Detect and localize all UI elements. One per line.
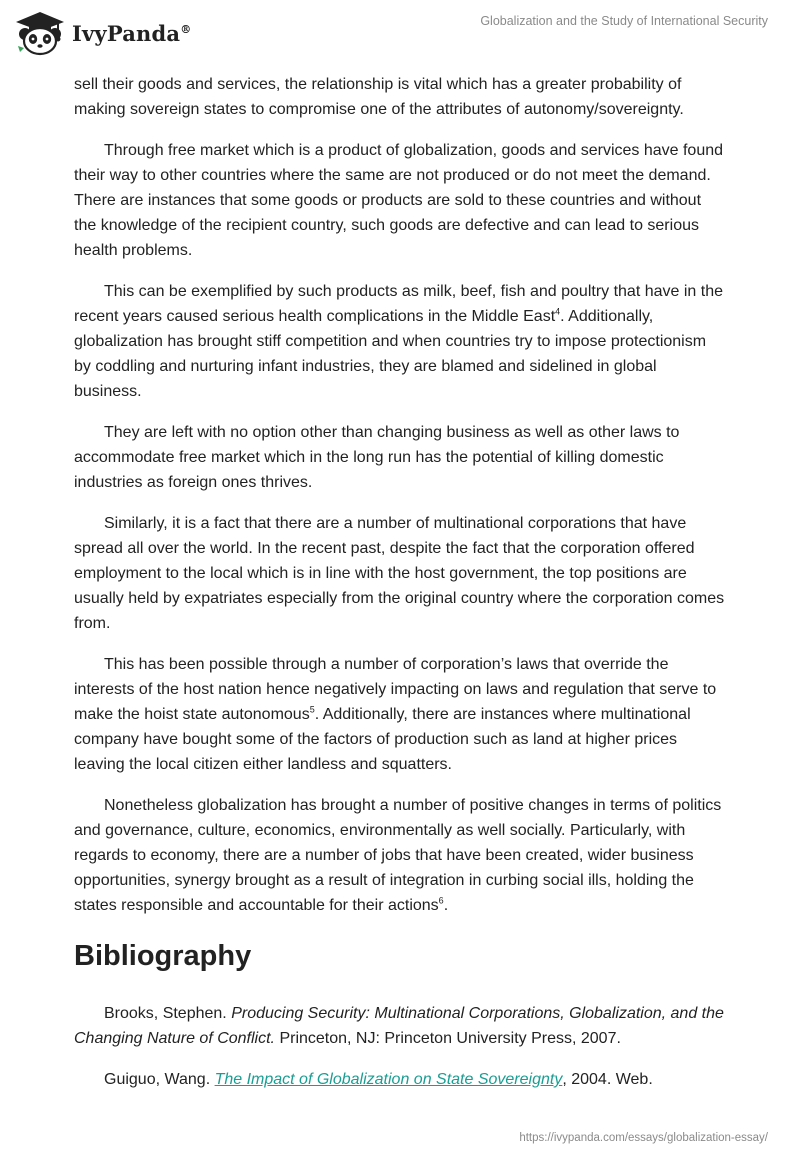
panda-graduate-icon	[14, 10, 66, 56]
document-title: Globalization and the Study of International Security	[480, 14, 768, 28]
footnote-5: 5	[309, 704, 315, 715]
entry-1-title: Producing Security: Multinational Corporations, Globalization, and the Changing Nature of Conflict.	[74, 1005, 724, 1047]
footnote-6: 6	[438, 895, 444, 906]
essay-content	[74, 72, 726, 1108]
bibliography-entry-2: Guiguo, Wang. The Impact of Globalization on State Sovereignty, 2004. Web.	[104, 1071, 653, 1088]
paragraph-3: They are left with no option other than changing business as well as other laws to accommodate free market which in the long run has the potential of killing domestic industries as foreign ones thrives.	[74, 424, 680, 491]
footer-url: https://ivypanda.com/essays/globalization-essay/	[519, 1132, 768, 1144]
paragraph-4: Similarly, it is a fact that there are a number of multinational corporations that have spread all over the world. In the recent past, despite the fact that the corporation offered employment to the local which is in line with the host government, the top positions are usually held by expatriates especially from the original country where the corporation comes from.	[74, 515, 725, 632]
paragraph-0: sell their goods and services, the relationship is vital which has a greater probability of making sovereign states to compromise one of the attributes of autonomy/sovereignty.	[74, 76, 684, 118]
footnote-4: 4	[555, 306, 561, 317]
bibliography-heading: Bibliography	[74, 940, 252, 972]
paragraph-5: This has been possible through a number of corporation’s laws that override the interests of the host nation hence negatively impacting on laws and regulation that serve to make the hoist state autonomous$^5$. Additionally, there are instances where multinational company have bought some of the factors of production such as land at higher prices leaving the local citizen either landless and squatters.	[74, 656, 717, 773]
page-header	[0, 0, 800, 70]
ivypanda-logo[interactable]	[14, 8, 214, 58]
bibliography-entry-1: Brooks, Stephen. Producing Security: Multinational Corporations, Globalization, and the Changing Nature of Conflict. Princeton, NJ: Princeton University Press, 2007.	[74, 1005, 724, 1047]
entry-2-link[interactable]: The Impact of Globalization on State Sovereignty	[214, 1071, 563, 1088]
paragraph-1: Through free market which is a product of globalization, goods and services have found their way to other countries where the same are not produced or do not meet the demand. There are instances that some goods or products are sold to these countries and without the knowledge of the recipient country, such goods are defective and can lead to serious health problems.	[74, 142, 724, 259]
logo-text: IvyPanda®	[72, 20, 192, 46]
paragraph-6: Nonetheless globalization has brought a number of positive changes in terms of politics and governance, culture, economics, environmentally as well socially. Particularly, with regards to economy, there are a number of jobs that have been created, wider business opportunities, synergy brought as a result of integration in curbing social ills, holding the states responsible and accountable for their actions$^6$.	[74, 797, 722, 914]
paragraph-2: This can be exemplified by such products as milk, beef, fish and poultry that have in the recent years caused serious health complications in the Middle East$^4$. Additionally, globalization has brought stiff competition and when countries try to impose protectionism by coddling and nurturing infant industries, they are blamed and sidelined in global business.	[74, 283, 723, 400]
